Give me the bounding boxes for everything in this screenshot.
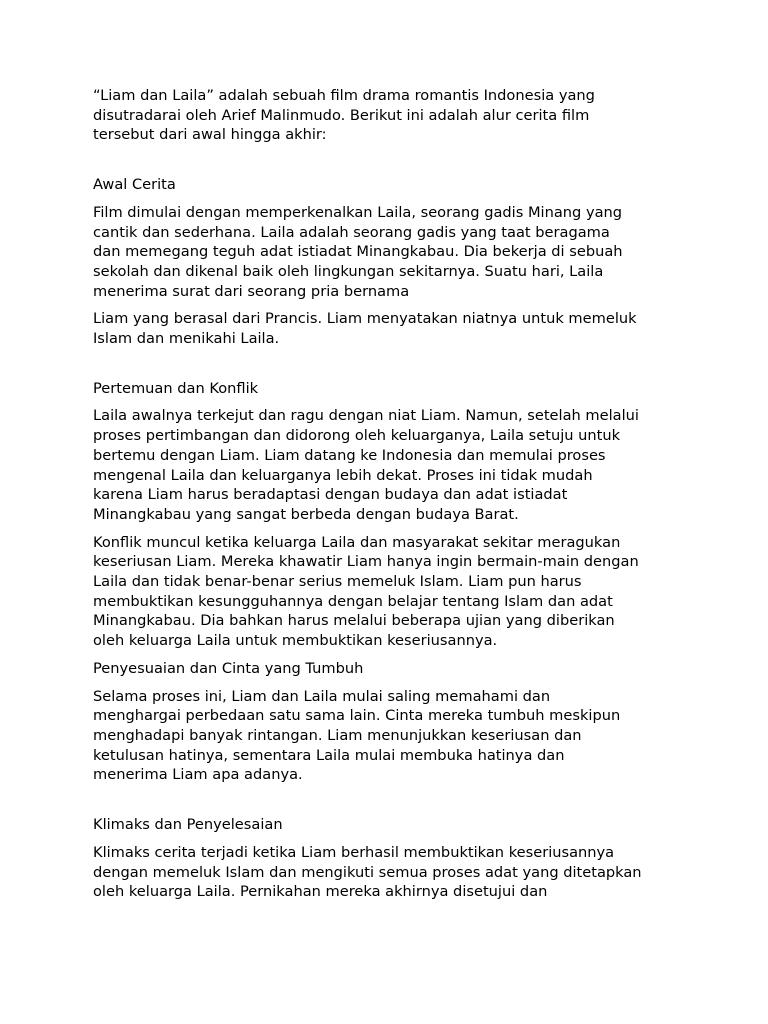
section-pertemuan-dan-konflik — [93, 379, 685, 651]
section-klimaks-dan-penyelesaian — [93, 815, 685, 902]
paragraph: Laila awalnya terkejut dan ragu dengan niat Liam. Namun, setelah melalui proses pertimbangan dan didorong oleh keluarganya, Laila setuju untuk bertemu dengan Liam. Liam datang ke Indonesia dan memulai proses mengenal Laila dan keluarganya lebih dekat. Proses ini tidak mudah karena Liam harus beradaptasi dengan budaya dan adat istiadat Minangkabau yang sangat berbeda dengan budaya Barat. — [93, 407, 639, 523]
paragraph: Selama proses ini, Liam dan Laila mulai saling memahami dan menghargai perbedaan satu sama lain. Cinta mereka tumbuh meskipun menghadapi banyak rintangan. Liam menunjukkan keseriusan dan ketulusan hatinya, sementara Laila mulai membuka hatinya dan menerima Liam apa adanya. — [93, 687, 621, 784]
paragraph: Klimaks cerita terjadi ketika Liam berhasil membuktikan keseriusannya dengan memeluk Islam dan mengikuti semua proses adat yang ditetapkan oleh keluarga Laila. Pernikahan mereka akhirnya disetujui dan — [93, 843, 642, 901]
paragraph: Liam yang berasal dari Prancis. Liam menyatakan niatnya untuk memeluk Islam dan menikahi Laila. — [93, 310, 637, 348]
section-heading: Pertemuan dan Konflik — [93, 379, 259, 397]
paragraph: Film dimulai dengan memperkenalkan Laila, seorang gadis Minang yang cantik dan sederhana. Laila adalah seorang gadis yang taat beragama dan memegang teguh adat istiadat Minangkabau. Dia bekerja di sebuah sekolah dan dikenal baik oleh lingkungan sekitarnya. Suatu hari, Laila menerima surat dari seorang pria bernama — [93, 203, 623, 300]
document-page — [93, 86, 685, 910]
section-penyesuaian-dan-cinta — [93, 659, 685, 785]
section-heading: Penyesuaian dan Cinta yang Tumbuh — [93, 659, 364, 677]
section-awal-cerita — [93, 175, 685, 349]
intro-paragraph: “Liam dan Laila” adalah sebuah film drama romantis Indonesia yang disutradarai oleh Arief Malinmudo. Berikut ini adalah alur cerita film tersebut dari awal hingga akhir: — [93, 87, 595, 144]
paragraph: Konflik muncul ketika keluarga Laila dan masyarakat sekitar meragukan keseriusan Liam. Mereka khawatir Liam hanya ingin bermain-main dengan Laila dan tidak benar-benar serius memeluk Islam. Liam pun harus membuktikan kesungguhannya dengan belajar tentang Islam dan adat Minangkabau. Dia bahkan harus melalui beberapa ujian yang diberikan oleh keluarga Laila untuk membuktikan keseriusannya. — [93, 533, 639, 650]
section-heading: Awal Cerita — [93, 176, 176, 194]
section-heading: Klimaks dan Penyelesaian — [93, 816, 283, 834]
